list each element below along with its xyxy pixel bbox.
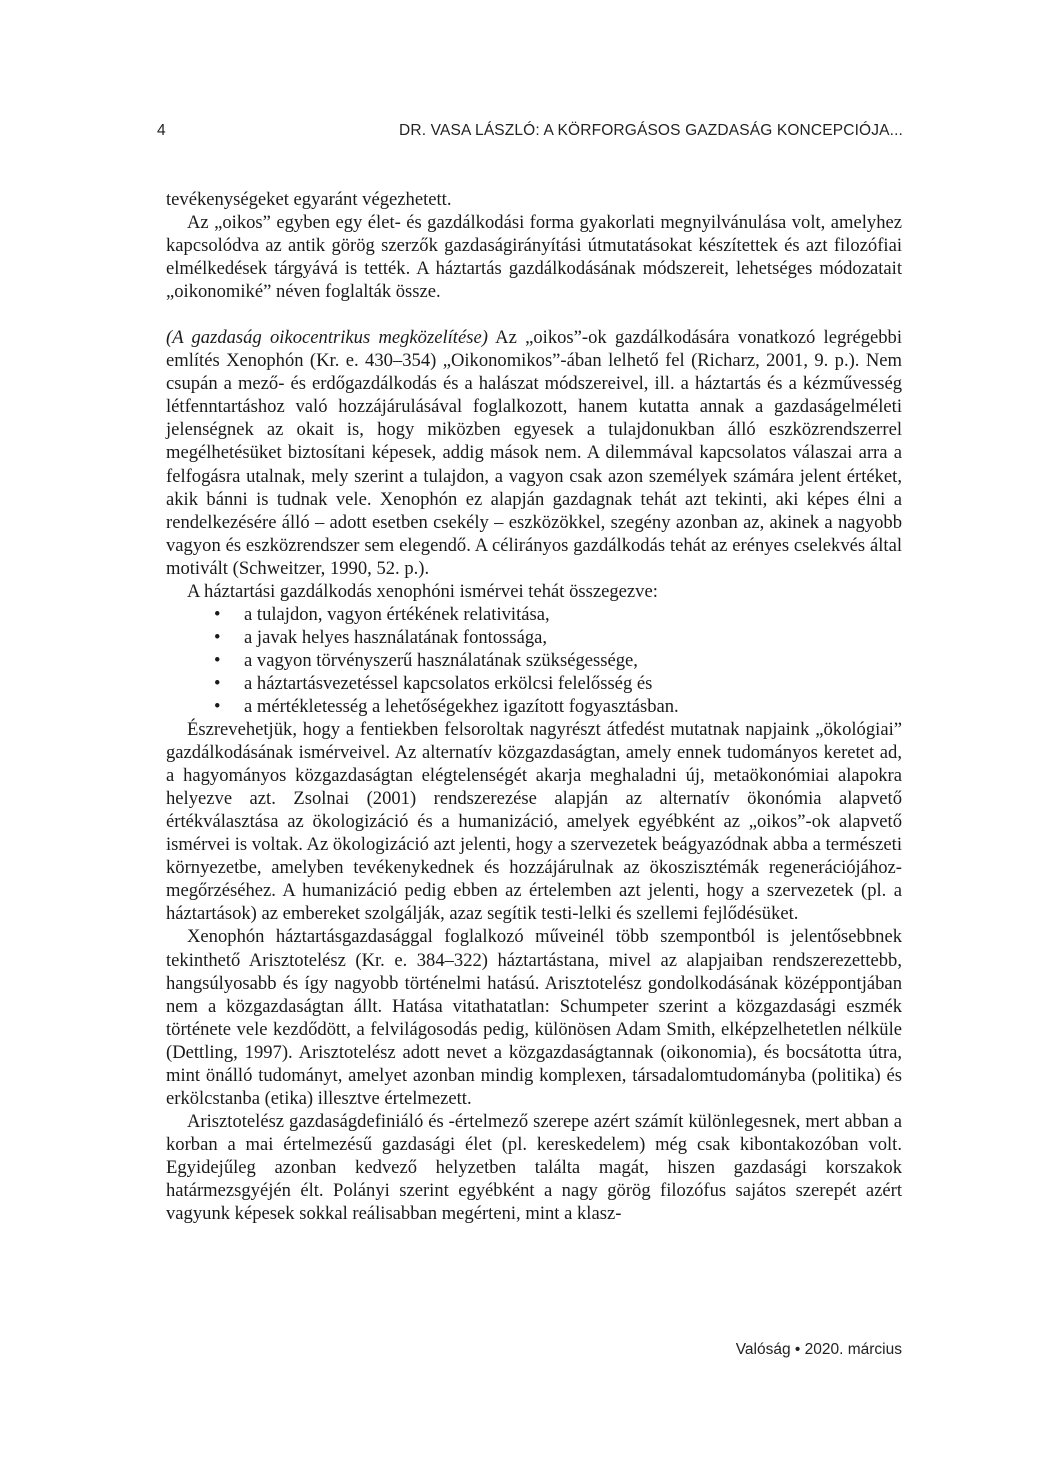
- paragraph-continuation: tevékenységeket egyaránt végezhetett.: [166, 189, 452, 210]
- list-item: [166, 672, 902, 695]
- running-title: DR. VASA LÁSZLÓ: A KÖRFORGÁSOS GAZDASÁG KONCEPCIÓJA...: [399, 122, 903, 139]
- list-item-text: a javak helyes használatának fontossága,: [244, 626, 548, 648]
- list-item-text: a vagyon törvényszerű használatának szükségessége,: [244, 649, 638, 671]
- bullet-icon: •: [214, 603, 221, 625]
- list-item: [166, 626, 902, 649]
- running-header: [157, 122, 903, 146]
- list-item: [166, 603, 902, 626]
- list-item-text: a tulajdon, vagyon értékének relativitása,: [244, 603, 550, 625]
- list-item-text: a mértékletesség a lehetőségekhez igazított fogyasztásban.: [244, 695, 679, 717]
- paragraph-text: Az „oikos”-ok gazdálkodására vonatkozó legrégebbi említés Xenophón (Kr. e. 430–354) „Oikonomikos”-ában lelhető fel (Richarz, 2001, 9. p.). Nem csupán a mező- és erdőgazdálkodás és a halászat módszereivel, ill. a háztartás és a kézművesség létfenntartáshoz való hozzájárulásával foglalkozott, hanem kutatta annak a gazdaságelméleti jelenségnek az okait is, hogy miközben egyesek a tulajdonukban álló eszközrendszerrel megélhetésüket biztosítani képesek, addig mások nem. A dilemmával kapcsolatos válaszai arra a felfogásra utalnak, mely szerint a tulajdon, a vagyon csak azon személyek számára jelent értéket, akik bánni is tudnak vele. Xenophón ez alapján gazdagnak tehát azt tekinti, aki képes élni a rendelkezésére álló – adott esetben csekély – eszközökkel, szegény azonban az, akinek a nagyobb vagyon és eszközrendszer sem elegendő. A célirányos gazdálkodás tehát az erényes cselekvés által motivált (Schweitzer, 1990, 52. p.).: [166, 327, 903, 579]
- paragraph-oikocentric-approach: [166, 326, 902, 580]
- paragraph-criteria-intro: A háztartási gazdálkodás xenophóni ismérvei tehát összegezve:: [187, 580, 658, 602]
- list-item-text: a háztartásvezetéssel kapcsolatos erkölcsi felelősség és: [244, 672, 653, 694]
- bullet-icon: •: [214, 672, 221, 694]
- bullet-icon: •: [214, 649, 221, 671]
- bullet-icon: •: [214, 626, 221, 648]
- article-body: [166, 188, 902, 1225]
- paragraph-aristotle-role: Arisztotelész gazdaságdefiniáló és -értelmező szerepe azért számít különlegesnek, mert abban a korban a mai értelmezésű gazdasági élet (pl. kereskedelem) még csak kibontakozóban volt. Egyidejűleg azonban kedvező helyzetben találta magát, hiszen gazdasági korszakok határmezsgyéjén élt. Polányi szerint egyébként a nagy görög filozófus sajátos szerepét azért vagyunk képesek sokkal reálisabban megérteni, mint a klasz-: [166, 1110, 902, 1225]
- paragraph-aristotle: Xenophón háztartásgazdasággal foglalkozó műveinél több szempontból is jelentősebbnek tekinthető Arisztotelész (Kr. e. 384–322) háztartástana, mivel az alapjaiban rendszerezettebb, hangsúlyosabb és így nagyobb történelmi hatású. Arisztotelész gondolkodásának középpontjában nem a közgazdaságtan állt. Hatása vitathatatlan: Schumpeter szerint a közgazdasági eszmék története vele kezdődött, a felvilágosodás pedig, különösen Adam Smith, elképzelhetetlen nélküle (Dettling, 1997). Arisztotelész adott nevet a közgazdaságtannak (oikonomia), és bocsátotta útra, mint önálló tudományt, amelyet azonban mindig komplexen, társadalomtudományba (politika) és erkölcstanba (etika) illesztve értelmezett.: [166, 926, 902, 1109]
- bullet-icon: •: [214, 695, 221, 717]
- section-heading-inline: (A gazdaság oikocentrikus megközelítése): [166, 327, 488, 349]
- journal-footer: Valóság • 2020. március: [735, 1341, 902, 1358]
- criteria-list: [166, 603, 902, 718]
- paragraph-oikos-definition: Az „oikos” egyben egy élet- és gazdálkodási forma gyakorlati megnyilvánulása volt, amelyhez kapcsolódva az antik görög szerzők gazdaságirányítási útmutatásokat készítettek és azt filozófiai elmélkedések tárgyává is tették. A háztartás gazdálkodásának módszereit, lehetséges módozatait „oikonomiké” néven foglalták össze.: [166, 212, 902, 303]
- page-number: 4: [157, 122, 166, 139]
- list-item: [166, 649, 902, 672]
- list-item: [166, 695, 902, 718]
- paragraph-ecological-economics: Észrevehetjük, hogy a fentiekben felsoroltak nagyrészt átfedést mutatnak napjaink „ökológiai” gazdálkodásának ismérveivel. Az alternatív közgazdaságtan, amely ennek tudományos keretet ad, a hagyományos közgazdaságtan elégtelenségét akarja meghaladni új, metaökonómiai alapokra helyezve azt. Zsolnai (2001) rendszerezése alapján az alternatív ökonómia alapvető értékválasztása az ökologizáció és a humanizáció, amelyek egyébként az „oikos”-ok alapvető ismérvei is voltak. Az ökologizáció azt jelenti, hogy a szervezetek beágyazódnak abba a természeti környezetbe, amelyben tevékenykednek és hozzájárulnak az ökoszisztémák regenerációjához-megőrzéséhez. A humanizáció pedig ebben az értelemben azt jelenti, hogy a szervezetek (pl. a háztartások) az embereket szolgálják, azaz segítik testi-lelki és szellemi fejlődésüket.: [166, 719, 902, 925]
